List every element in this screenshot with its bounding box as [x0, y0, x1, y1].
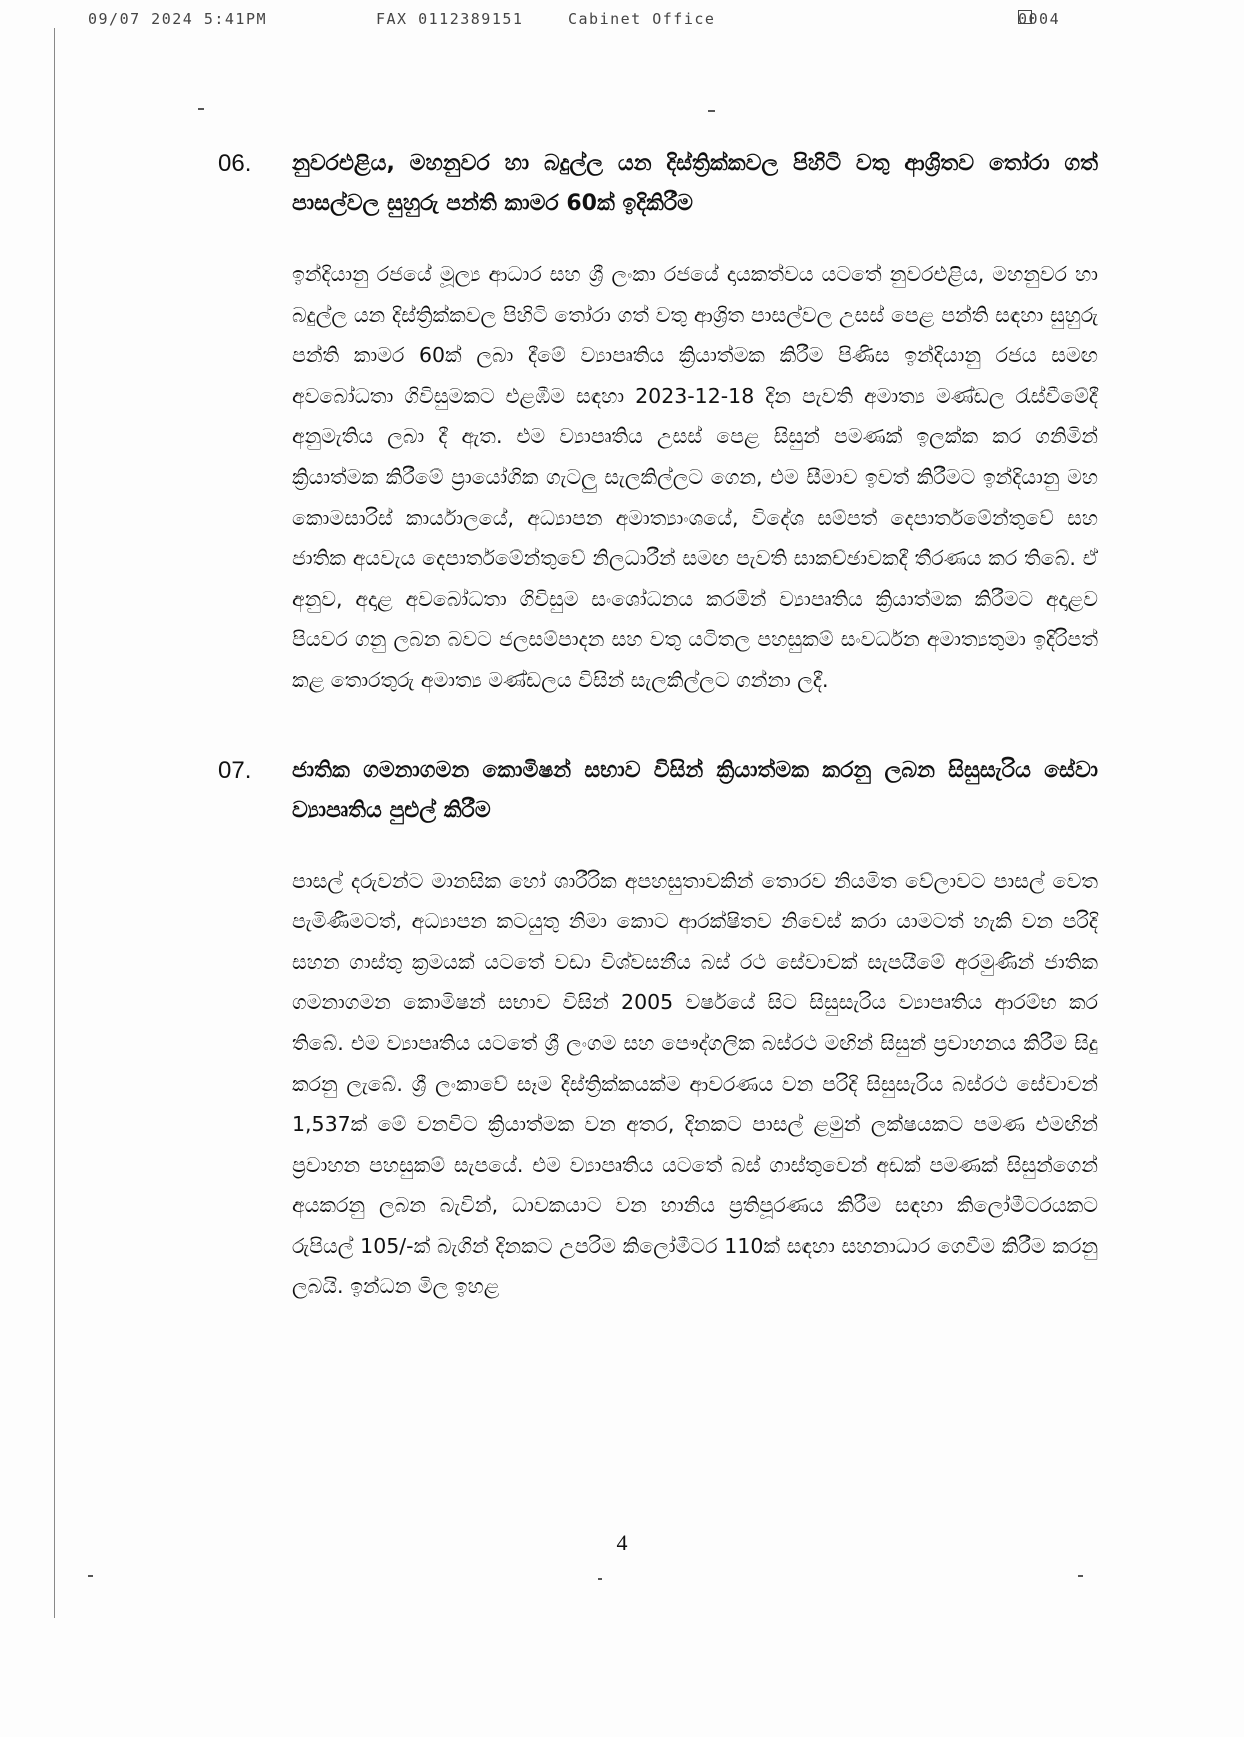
section-07	[218, 751, 1098, 1308]
section-number: 06.	[218, 150, 252, 177]
scan-speck	[88, 1575, 93, 1577]
fax-datetime: 09/07 2024 5:41PM	[88, 10, 268, 28]
section-number: 07.	[218, 756, 252, 784]
document-content	[218, 144, 1098, 1357]
scan-speck	[598, 1578, 602, 1580]
section-body: පාසල් දරුවන්ට මානසික හෝ ශාරීරික අපහසුතාවකින් තොරව නියමිත වේලාවට පාසල් වෙත පැමිණීමටත්, අධ්‍යාපන කටයුතු නිමා කොට ආරක්ෂිතව නිවෙස් කරා යාමටත් හැකි වන පරිදි සහන ගාස්තු ක්‍රමයක් යටතේ වඩා විශ්වසනීය බස් රථ සේවාවක් සැපයීමේ අරමුණින් ජාතික ගමනාගමන කොමිෂන් සභාව විසින් 2005 වර්ෂයේ සිට සිසුසැරිය ව්‍යාපෘතිය ආරම්භ කර තිබේ. එම ව්‍යාපෘතිය යටතේ ශ්‍රී ලංගම සහ පෞද්ගලික බස්රථ මඟින් සිසුන් ප්‍රවාහනය කිරීම සිදු කරනු ලැබේ. ශ්‍රී ලංකාවේ සෑම දිස්ත්‍රික්කයක්ම ආවරණය වන පරිදි සිසුසැරිය බස්රථ සේවාවන් 1,537ක් මේ වනවිට ක්‍රියාත්මක වන අතර, දිනකට පාසල් ළමුන් ලක්ෂයකට පමණ එමඟින් ප්‍රවාහන පහසුකම් සැපයේ. එම ව්‍යාපෘතිය යටතේ බස් ගාස්තුවෙන් අඩක් පමණක් සිසුන්ගෙන් අයකරනු ලබන බැවින්, ධාවකයාට වන හානිය ප්‍රතිපූරණය කිරීම සඳහා කිලෝමීටරයකට රුපියල් 105/-ක් බැගින් දිනකට උපරිම කිලෝමීටර 110ක් සඳහා සහනාධාර ගෙවීම කිරීම කරනු ලබයි. ඉන්ධන මිල ඉහළ	[292, 868, 1098, 1299]
fax-page-code-text: 0004	[1018, 10, 1061, 28]
scan-speck	[198, 108, 204, 110]
section-body: ඉන්දියානු රජයේ මූල්‍ය ආධාර සහ ශ්‍රී ලංකා රජයේ දායකත්වය යටතේ නුවරඑළිය, මහනුවර හා බදුල්ල යන දිස්ත්‍රික්කවල පිහිටි තෝරා ගත් වතු ආශ්‍රිත පාසල්වල උසස් පෙළ පන්ති සඳහා සුහුරු පන්ති කාමර 60ක් ලබා දීමේ ව්‍යාපෘතිය ක්‍රියාත්මක කිරීම පිණිස ඉන්දියානු රජය සමඟ අවබෝධතා ගිවිසුමකට එළඹීම සඳහා 2023-12-18 දින පැවති අමාත්‍ය මණ්ඩල රැස්වීමේදී අනුමැතිය ලබා දී ඇත. එම ව්‍යාපෘතිය උසස් පෙළ සිසුන් පමණක් ඉලක්ක කර ගනිමින් ක්‍රියාත්මක කිරීමේ ප්‍රායෝගික ගැටලු සැලකිල්ලට ගෙන, එම සීමාව ඉවත් කිරීමට ඉන්දියානු මහ කොමසාරිස් කාර්යාලයේ, අධ්‍යාපන අමාත්‍යාංශයේ, විදේශ සම්පත් දෙපාර්තමේන්තුවේ සහ ජාතික අයවැය දෙපාර්තමේන්තුවේ නිලධාරීන් සමඟ පැවති සාකච්ඡාවකදී තීරණය කර තිබේ. ඒ අනුව, අදාළ අවබෝධතා ගිවිසුම සංශෝධනය කරමින් ව්‍යාපෘතිය ක්‍රියාත්මක කිරීමට අදාළව පියවර ගනු ලබන බවට ජලසම්පාදන සහ වතු යටිතල පහසුකම් සංවර්ධන අමාත්‍යතුමා ඉදිරිපත් කළ තොරතුරු අමාත්‍ය මණ්ඩලය විසින් සැලකිල්ලට ගන්නා ලදී.	[292, 262, 1098, 692]
section-heading: නුවරඑළිය, මහනුවර හා බදුල්ල යන දිස්ත්‍රික්කවල පිහිටි වතු ආශ්‍රිතව තෝරා ගත් පාසල්වල සුහුරු පන්ති කාමර 60ක් ඉදිකිරීම	[292, 151, 1098, 216]
page-number: 4	[616, 1530, 628, 1555]
fax-sender-office: Cabinet Office	[568, 10, 716, 28]
section-06	[218, 144, 1098, 701]
fax-number: FAX 0112389151	[376, 10, 524, 28]
scan-edge-line	[54, 28, 55, 1618]
scan-speck	[1078, 1575, 1083, 1577]
fax-header	[88, 10, 1078, 34]
scan-speck	[708, 110, 715, 112]
section-heading: ජාතික ගමනාගමන කොමිෂන් සභාව විසින් ක්‍රියාත්මක කරනු ලබන සිසුසැරිය සේවා ව්‍යාපෘතිය පුළුල් කිරීම	[292, 757, 1098, 823]
